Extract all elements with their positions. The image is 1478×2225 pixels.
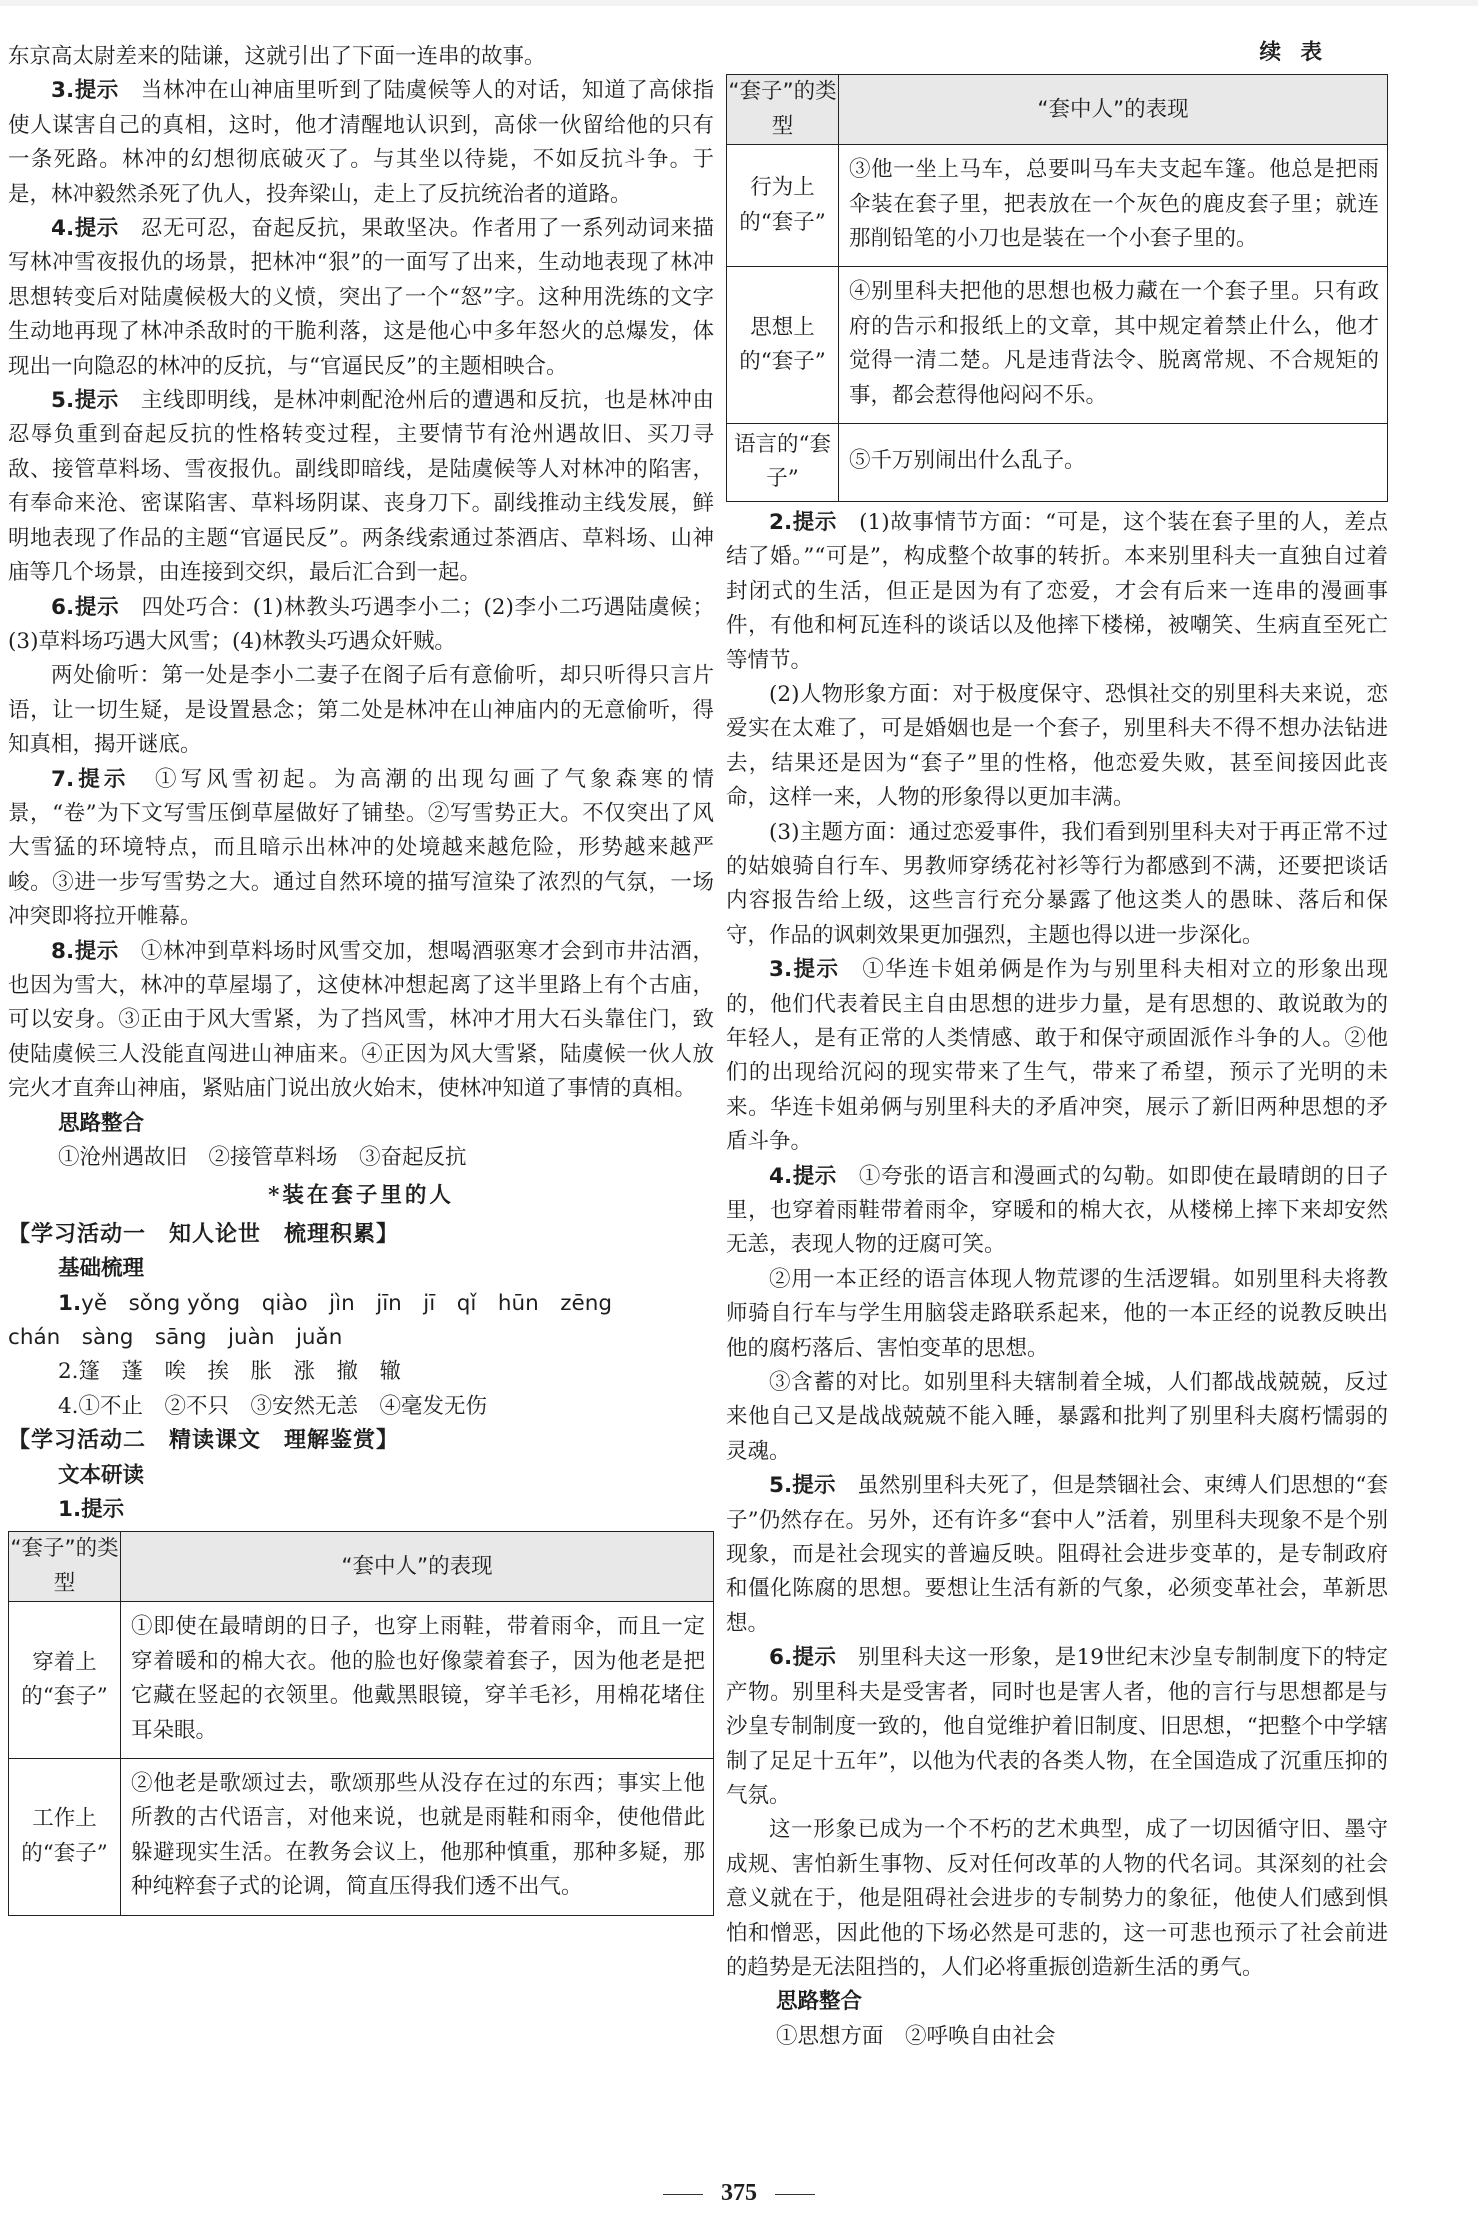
- table-row: [727, 424, 1388, 502]
- page-number: 375: [0, 2176, 1478, 2210]
- right-column: [726, 40, 1388, 2054]
- silu-answer: ①沧州遇故旧 ②接管草料场 ③奋起反抗: [58, 1145, 467, 1170]
- header-type: “套子”的类型: [9, 1532, 121, 1602]
- page-number-dash-left: [663, 2194, 703, 2195]
- answer-item-6-para2: 两处偷听：第一处是李小二妻子在阁子后有意偷听，却只听得只言片语，让一切生疑，是设置悬念；第二处是林冲在山神庙内的无意偷听，得知真相，揭开谜底。: [8, 663, 714, 758]
- answer-item-6: 6.提示 四处巧合：(1)林教头巧遇李小二；(2)李小二巧遇陆虞候；(3)草料场巧遇大风雪；(4)林教头巧遇众奸贼。: [8, 594, 714, 654]
- header-desc: “套中人”的表现: [839, 75, 1388, 145]
- activity-two-heading: 【学习活动二 精读课文 理解鉴赏】: [8, 1428, 400, 1454]
- q2-answer: 2.篷 蓬 唉 挨 胀 涨 撤 辙: [58, 1359, 402, 1385]
- answer-item-7: 7.提示 ①写风雪初起。为高潮的出现勾画了气象森寒的情景，“卷”为下文写雪压倒草屋做好了铺垫。②写雪势正大。不仅突出了风大雪猛的环境特点，而且暗示出林冲的处境越来越危险，形势越来越严峻。③进一步写雪势之大。通过自然环境的描写渲染了浓烈的气氛，一场冲突即将拉开帷幕。: [8, 766, 714, 930]
- row-type: 行为上的“套子”: [727, 145, 839, 267]
- table-continued-label: 续 表: [1259, 40, 1328, 65]
- answer-item-3: 3.提示 当林冲在山神庙里听到了陆虞候等人的对话，知道了高俅指使人谋害自己的真相，这时，他才清醒地认识到，高俅一伙留给他的只有一条死路。林冲的幻想彻底破灭了。与其坐以待毙，不如反抗斗争。于是，林冲毅然杀死了仇人，投奔梁山，走上了反抗统治者的道路。: [8, 78, 714, 207]
- answer-q2: 2.提示 (1)故事情节方面：“可是，这个装在套子里的人，差点结了婚。”“可是”，构成整个故事的转折。本来别里科夫一直独自过着封闭式的生活，但正是因为有了恋爱，才会有后来一连串的漫画事件，有他和柯瓦连科的谈话以及他摔下楼梯，被嘲笑、生病直至死亡等情节。: [726, 509, 1388, 673]
- intro-line: 东京高太尉差来的陆谦，这就引出了下面一连串的故事。: [8, 44, 546, 69]
- row-desc: ②他老是歌颂过去，歌颂那些从没存在过的东西；事实上他所教的古代语言，对他来说，也就是雨鞋和雨伞，使他借此躲避现实生活。在教务会议上，他那种慎重，那种多疑，那种纯粹套子式的论调，简直压得我们透不出气。: [121, 1758, 714, 1915]
- taozi-table-1: [8, 1531, 714, 1915]
- header-type: “套子”的类型: [727, 75, 839, 145]
- row-desc: ⑤千万别闹出什么乱子。: [839, 424, 1388, 502]
- table-header-row: [727, 75, 1388, 145]
- header-desc: “套中人”的表现: [121, 1532, 714, 1602]
- answer-item-4: 4.提示 忍无可忍，奋起反抗，果敢坚决。作者用了一系列动词来描写林冲雪夜报仇的场景，把林冲“狠”的一面写了出来，生动地表现了林冲思想转变后对陆虞候极大的义愤，突出了一个“怒”字。这种用洗练的文字生动地再现了林冲杀敌时的干脆利落，这是他心中多年怒火的总爆发，体现出一向隐忍的林冲的反抗，与“官逼民反”的主题相映合。: [8, 216, 714, 379]
- row-type: 思想上的“套子”: [727, 267, 839, 424]
- silu-answer-right: ①思想方面 ②呼唤自由社会: [776, 2023, 1056, 2049]
- silu-title: 思路整合: [58, 1110, 145, 1136]
- row-desc: ①即使在最晴朗的日子，也穿上雨鞋，带着雨伞，而且一定穿着暖和的棉大衣。他的脸也好像蒙着套子，因为他老是把它藏在竖起的衣领里。他戴黑眼镜，穿羊毛衫，用棉花堵住耳朵眼。: [121, 1602, 714, 1759]
- q1-pinyin-line1: 1.yě sǒng yǒng qiào jìn jīn jī qǐ hūn zēng: [58, 1290, 613, 1316]
- page-top-edge: [0, 0, 1478, 6]
- left-column: [8, 40, 714, 1916]
- answer-item-5: 5.提示 主线即明线，是林冲刺配沧州后的遭遇和反抗，也是林冲由忍辱负重到奋起反抗的性格转变过程，主要情节有沧州遇故旧、买刀寻敌、接管草料场、雪夜报仇。副线即暗线，是陆虞候等人对林冲的陷害，有奉命来沧、密谋陷害、草料场阴谋、丧身刀下。副线推动主线发展，鲜明地表现了作品的主题“官逼民反”。两条线索通过茶酒店、草料场、山神庙等几个场景，由连接到交织，最后汇合到一起。: [8, 388, 714, 586]
- answers-group-a: [8, 74, 714, 1106]
- answer-q3: 3.提示 ①华连卡姐弟俩是作为与别里科夫相对立的形象出现的，他们代表着民主自由思想的进步力量，是有思想的、敢说敢为的年轻人，是有正常的人类情感、敢于和保守顽固派作斗争的人。②他们的出现给沉闷的现实带来了生气，带来了希望，预示了光明的未来。华连卡姐弟俩与别里科夫的矛盾冲突，展示了新旧两种思想的矛盾斗争。: [726, 957, 1388, 1155]
- answer-q6: 6.提示 别里科夫这一形象，是19世纪末沙皇专制制度下的特定产物。别里科夫是受害者，同时也是害人者，他的言行与思想都是与沙皇专制制度一致的，他自觉维护着旧制度、旧思想，“把整个中学辖制了足足十五年”，以他为代表的各类人物，在全国造成了沉重压抑的气氛。: [726, 1645, 1388, 1808]
- silu-title-right: 思路整合: [776, 1989, 863, 2015]
- row-desc: ④别里科夫把他的思想也极力藏在一个套子里。只有政府的告示和报纸上的文章，其中规定着禁止什么，他才觉得一清二楚。凡是违背法令、脱离常规、不合规矩的事，都会惹得他闷闷不乐。: [839, 267, 1388, 424]
- activity-one-heading: 【学习活动一 知人论世 梳理积累】: [8, 1221, 400, 1247]
- answer-q5: 5.提示 虽然别里科夫死了，但是禁锢社会、束缚人们思想的“套子”仍然存在。另外，还有许多“套中人”活着，别里科夫现象不是个别现象，而是社会现实的普遍反映。阻碍社会进步变革的，是专制政府和僵化陈腐的思想。要想让生活有新的气象，必须变革社会，革新思想。: [726, 1473, 1388, 1636]
- answer-q2-para2: (2)人物形象方面：对于极度保守、恐惧社交的别里科夫来说，恋爱实在太难了，可是婚姻也是一个套子，别里科夫不得不想办法钻进去，结果还是因为“套子”里的性格，他恋爱失败，甚至间接因此丧命，这样一来，人物的形象得以更加丰满。: [726, 681, 1388, 811]
- answer-q4-para3: ③含蓄的对比。如别里科夫辖制着全城，人们都战战兢兢，反过来他自己又是战战兢兢不能入睡，暴露和批判了别里科夫腐朽懦弱的灵魂。: [726, 1370, 1388, 1464]
- q1-tip: 1.提示: [58, 1497, 125, 1523]
- jichu-title: 基础梳理: [58, 1256, 145, 1282]
- answer-q6-para2: 这一形象已成为一个不朽的艺术典型，成了一切因循守旧、墨守成规、害怕新生事物、反对任何改革的人物的代名词。其深刻的社会意义就在于，他是阻碍社会进步的专制势力的象征，他使人们感到惧怕和憎恶，因此他的下场必然是可悲的，这一可悲也预示了社会前进的趋势是无法阻挡的，人们必将重振创造新生活的勇气。: [726, 1817, 1388, 1980]
- table-row: [9, 1758, 714, 1915]
- taozi-table-2: [726, 74, 1388, 501]
- answer-q4: 4.提示 ①夸张的语言和漫画式的勾勒。如即使在最晴朗的日子里，也穿着雨鞋带着雨伞，穿暖和的棉大衣，从楼梯上摔下来却安然无恙，表现人物的迂腐可笑。: [726, 1163, 1388, 1258]
- row-type: 穿着上的“套子”: [9, 1602, 121, 1759]
- table-row: [9, 1602, 714, 1759]
- row-type: 语言的“套子”: [727, 424, 839, 502]
- answer-item-8: 8.提示 ①林冲到草料场时风雪交加，想喝酒驱寒才会到市井沽酒，也因为雪大，林冲的草屋塌了，这使林冲想起离了这半里路上有个古庙，可以安身。③正由于风大雪紧，为了挡风雪，林冲才用大石头靠住门，致使陆虞候三人没能直闯进山神庙来。④正因为风大雪紧，陆虞候一伙人放完火才直奔山神庙，紧贴庙门说出放火始末，使林冲知道了事情的真相。: [8, 938, 714, 1102]
- page-number-dash-right: [775, 2194, 815, 2195]
- table-row: [727, 267, 1388, 424]
- q4-answer: 4.①不止 ②不只 ③安然无恙 ④毫发无伤: [58, 1393, 488, 1419]
- row-type: 工作上的“套子”: [9, 1758, 121, 1915]
- table-row: [727, 145, 1388, 267]
- wenben-title: 文本研读: [58, 1462, 145, 1488]
- answer-q4-para2: ②用一本正经的语言体现人物荒谬的生活逻辑。如别里科夫将教师骑自行车与学生用脑袋走路联系起来，他的一本正经的说教反映出他的腐朽落后、害怕变革的思想。: [726, 1266, 1388, 1361]
- q1-pinyin-line2: chán sàng sāng juàn juǎn: [8, 1325, 343, 1351]
- row-desc: ③他一坐上马车，总要叫马车夫支起车篷。他总是把雨伞装在套子里，把表放在一个灰色的鹿皮套子里；就连那削铅笔的小刀也是装在一个小套子里的。: [839, 145, 1388, 267]
- essay-title: *装在套子里的人: [268, 1183, 454, 1209]
- table-header-row: [9, 1532, 714, 1602]
- answer-q2-para3: (3)主题方面：通过恋爱事件，我们看到别里科夫对于再正常不过的姑娘骑自行车、男教师穿绣花衬衫等行为都感到不满，还要把谈话内容报告给上级，这些言行充分暴露了他这类人的愚昧、落后和保守，作品的讽刺效果更加强烈，主题也得以进一步深化。: [726, 819, 1388, 948]
